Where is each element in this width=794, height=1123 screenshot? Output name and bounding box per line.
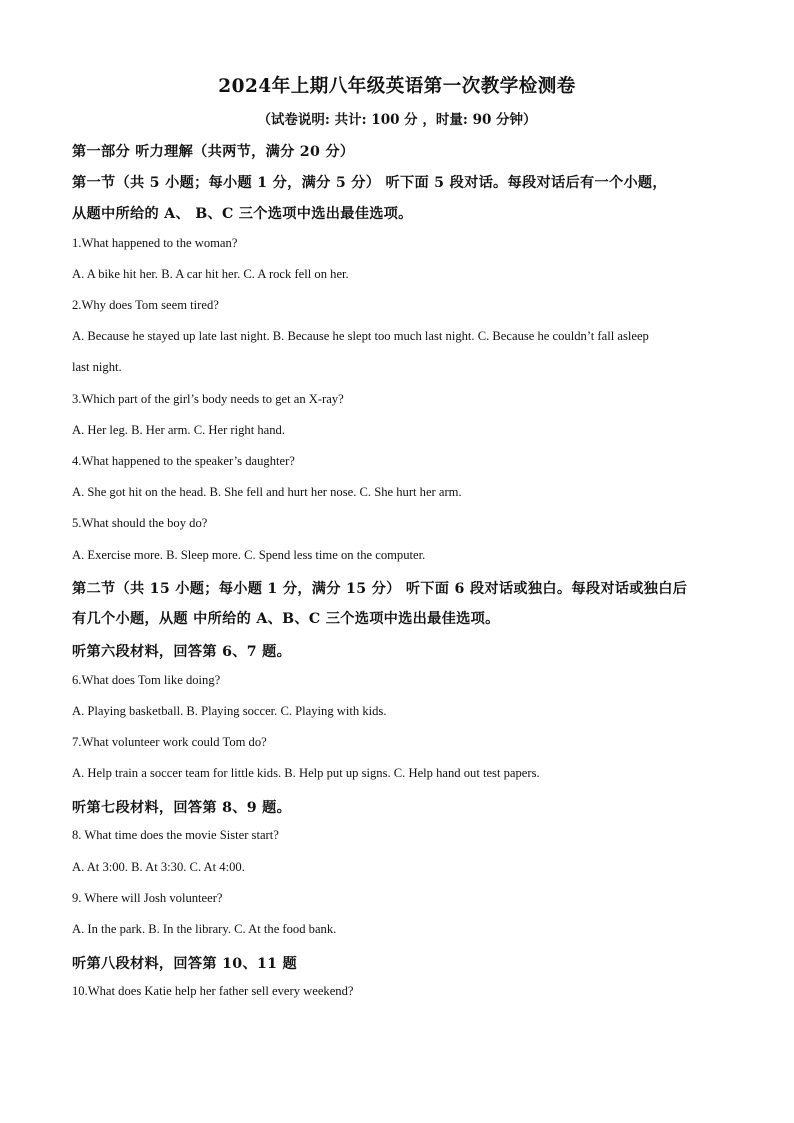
question-line: 5.What should the boy do? <box>72 516 208 530</box>
section-heading: 第二节（共 15 小题；每小题 1 分，满分 15 分） 听下面 6 段对话或独白。每段对话或独白后 <box>72 581 688 597</box>
question-line: 4.What happened to the speaker’s daughter? <box>72 454 295 468</box>
question-line: A. Playing basketball. B. Playing soccer. C. Playing with kids. <box>72 704 387 718</box>
question-line: 6.What does Tom like doing? <box>72 673 221 687</box>
question-line: A. Her leg. B. Her arm. C. Her right hand. <box>72 423 285 437</box>
question-line: 10.What does Katie help her father sell every weekend? <box>72 984 354 998</box>
section-heading: 第一部分 听力理解（共两节，满分 20 分） <box>72 144 355 160</box>
section-heading: 听第六段材料，回答第 6、7 题。 <box>72 644 292 660</box>
section-heading: 听第八段材料，回答第 10、11 题 <box>72 956 298 972</box>
question-line: last night. <box>72 360 122 374</box>
section-heading: 第一节（共 5 小题；每小题 1 分，满分 5 分） 听下面 5 段对话。每段对话后有一个小题， <box>72 175 667 191</box>
question-line: A. Help train a soccer team for little kids. B. Help put up signs. C. Help hand out test papers. <box>72 766 540 780</box>
section-heading: 听第七段材料，回答第 8、9 题。 <box>72 800 292 816</box>
question-line: 2.Why does Tom seem tired? <box>72 298 219 312</box>
question-line: 8. What time does the movie Sister start? <box>72 828 279 842</box>
exam-instructions: （试卷说明: 共计: 100 分 ，时量: 90 分钟） <box>257 112 537 128</box>
question-line: 9. Where will Josh volunteer? <box>72 891 223 905</box>
question-line: 1.What happened to the woman? <box>72 236 238 250</box>
question-line: A. A bike hit her. B. A car hit her. C. A rock fell on her. <box>72 267 349 281</box>
question-line: A. At 3:00. B. At 3:30. C. At 4:00. <box>72 860 245 874</box>
question-line: 7.What volunteer work could Tom do? <box>72 735 267 749</box>
section-heading: 有几个小题，从题 中所给的 A、B、C 三个选项中选出最佳选项。 <box>72 611 500 627</box>
question-line: A. She got hit on the head. B. She fell and hurt her nose. C. She hurt her arm. <box>72 485 462 499</box>
question-line: A. In the park. B. In the library. C. At the food bank. <box>72 922 337 936</box>
question-line: 3.Which part of the girl’s body needs to get an X-ray? <box>72 392 344 406</box>
section-heading: 从题中所给的 A、 B、C 三个选项中选出最佳选项。 <box>72 206 413 222</box>
question-line: A. Because he stayed up late last night. B. Because he slept too much last night. C. Because he couldn’t fall asleep <box>72 329 649 343</box>
page-title: 2024年上期八年级英语第一次教学检测卷 <box>218 76 576 97</box>
question-line: A. Exercise more. B. Sleep more. C. Spend less time on the computer. <box>72 548 426 562</box>
